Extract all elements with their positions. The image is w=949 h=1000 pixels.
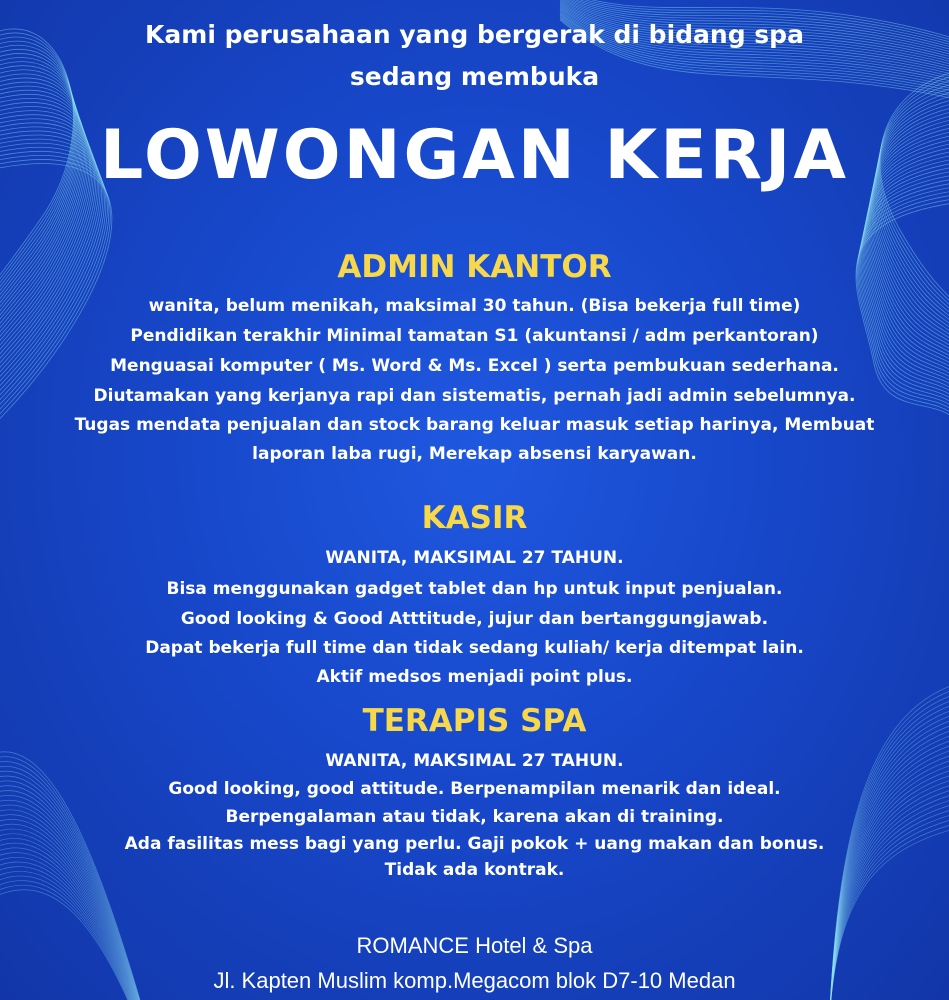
terapis-line-4: Ada fasilitas mess bagi yang perlu. Gaji pokok + uang makan dan bonus.: [124, 834, 825, 854]
kasir-line-2: Bisa menggunakan gadget tablet dan hp untuk input penjualan.: [166, 579, 783, 599]
terapis-line-3: Berpengalaman atau tidak, karena akan di training.: [225, 807, 724, 827]
intro-line-1: Kami perusahaan yang bergerak di bidang spa: [145, 20, 804, 49]
admin-line-6: laporan laba rugi, Merekap absensi karyawan.: [252, 444, 697, 464]
headline: LOWONGAN KERJA: [100, 116, 849, 195]
kasir-line-4: Dapat bekerja full time dan tidak sedang kuliah/ kerja ditempat lain.: [145, 638, 804, 658]
section-title-admin-kantor: ADMIN KANTOR: [337, 249, 612, 285]
kasir-line-1: WANITA, MAKSIMAL 27 TAHUN.: [325, 548, 624, 568]
admin-line-3: Menguasai komputer ( Ms. Word & Ms. Excel ) serta pembukuan sederhana.: [110, 356, 839, 376]
kasir-line-3: Good looking & Good Atttitude, jujur dan bertanggungjawab.: [180, 609, 769, 629]
admin-line-2: Pendidikan terakhir Minimal tamatan S1 (akuntansi / adm perkantoran): [130, 326, 819, 346]
admin-line-5: Tugas mendata penjualan dan stock barang keluar masuk setiap harinya, Membuat: [74, 415, 875, 435]
terapis-line-2: Good looking, good attitude. Berpenampilan menarik dan ideal.: [168, 779, 781, 799]
kasir-line-5: Aktif medsos menjadi point plus.: [316, 667, 633, 687]
admin-line-1: wanita, belum menikah, maksimal 30 tahun. (Bisa bekerja full time): [148, 296, 801, 316]
section-title-kasir: KASIR: [421, 500, 528, 536]
section-title-terapis-spa: TERAPIS SPA: [362, 703, 587, 739]
terapis-line-5: Tidak ada kontrak.: [384, 860, 565, 880]
admin-line-4: Diutamakan yang kerjanya rapi dan sistematis, pernah jadi admin sebelumnya.: [93, 386, 856, 406]
company-address: Jl. Kapten Muslim komp.Megacom blok D7-10 Medan: [213, 968, 736, 993]
intro-line-2: sedang membuka: [349, 62, 600, 91]
terapis-line-1: WANITA, MAKSIMAL 27 TAHUN.: [325, 751, 624, 771]
company-name: ROMANCE Hotel & Spa: [356, 933, 593, 958]
